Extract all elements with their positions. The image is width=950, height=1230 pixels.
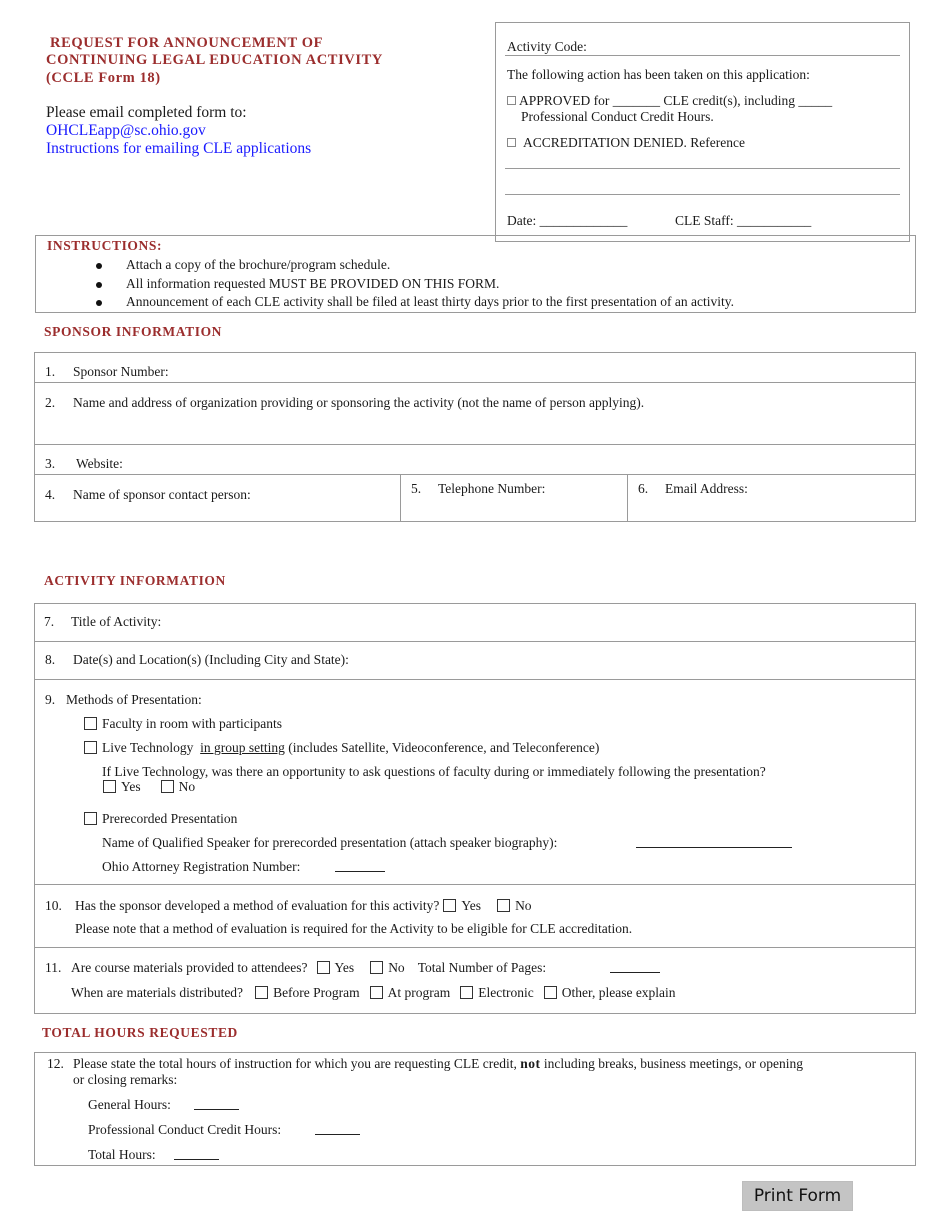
instructions-link[interactable]: Instructions for emailing CLE applications [46, 140, 312, 157]
evaluation-yes-checkbox[interactable] [443, 899, 456, 912]
live-technology-option[interactable]: Live Technology in group setting (includes Satellite, Videoconference, and Teleconference) [84, 740, 599, 756]
live-technology-checkbox[interactable] [84, 741, 97, 754]
row-divider [34, 947, 916, 948]
other-checkbox[interactable] [544, 986, 557, 999]
form-title-line2: CONTINUING LEGAL EDUCATION ACTIVITY [46, 52, 383, 68]
q8-number: 8. [45, 652, 56, 667]
live-question: If Live Technology, was there an opportunity to ask questions of faculty during or immediately following the presentation? [102, 764, 766, 779]
total-hours-label: Total Hours: [88, 1147, 156, 1162]
electronic-checkbox[interactable] [460, 986, 473, 999]
general-hours-label: General Hours: [88, 1097, 171, 1112]
professional-hours-input[interactable] [315, 1123, 360, 1135]
dates-locations-field[interactable]: Date(s) and Location(s) (Including City and State): [73, 652, 349, 667]
total-pages-input[interactable] [610, 961, 660, 973]
q10-number: 10. [45, 898, 62, 913]
approved-line2: Professional Conduct Credit Hours. [521, 109, 714, 124]
email-link[interactable]: OHCLEapp@sc.ohio.gov [46, 122, 206, 139]
registration-number-input[interactable] [335, 860, 385, 872]
live-no-checkbox[interactable] [161, 780, 174, 793]
before-program-checkbox[interactable] [255, 986, 268, 999]
live-question-answers: Yes No [103, 779, 195, 795]
action-text: The following action has been taken on this application: [507, 67, 810, 82]
q3-number: 3. [45, 456, 56, 471]
q4-number: 4. [45, 487, 56, 502]
email-address-field[interactable]: Email Address: [665, 481, 748, 496]
instructions-heading: INSTRUCTIONS: [47, 238, 163, 253]
q12-number: 12. [47, 1056, 64, 1071]
faculty-option[interactable]: Faculty in room with participants [84, 716, 282, 732]
q7-number: 7. [44, 614, 55, 629]
approved-option[interactable]: APPROVED for _______ CLE credit(s), including _____ [507, 93, 832, 109]
row-divider [34, 444, 916, 445]
q2-number: 2. [45, 395, 56, 410]
sponsor-name-address-field[interactable]: Name and address of organization providing or sponsoring the activity (not the name of person applying). [73, 395, 645, 410]
activity-code-line [505, 55, 900, 56]
denied-option[interactable]: ACCREDITATION DENIED. Reference [507, 135, 745, 151]
registration-label: Ohio Attorney Registration Number: [102, 859, 301, 874]
hours-question: Please state the total hours of instruction for which you are requesting CLE credit, not including breaks, business meetings, or opening [73, 1056, 803, 1071]
reference-line-2 [505, 194, 900, 195]
q1-number: 1. [45, 364, 56, 379]
evaluation-question: Has the sponsor developed a method of evaluation for this activity? Yes No [75, 898, 532, 913]
print-form-button[interactable]: Print Form [742, 1181, 853, 1211]
at-program-checkbox[interactable] [370, 986, 383, 999]
telephone-field[interactable]: Telephone Number: [438, 481, 546, 496]
col-divider [400, 474, 401, 522]
activity-code-label: Activity Code: [507, 39, 587, 54]
materials-no-checkbox[interactable] [370, 961, 383, 974]
live-yes-checkbox[interactable] [103, 780, 116, 793]
approved-checkbox[interactable] [507, 96, 516, 105]
email-prompt: Please email completed form to: [46, 104, 247, 121]
instruction-item: Attach a copy of the brochure/program schedule. [96, 257, 734, 276]
row-divider [34, 382, 916, 383]
instruction-item: All information requested MUST BE PROVIDED ON THIS FORM. [96, 276, 734, 295]
speaker-name-input[interactable] [636, 836, 792, 848]
hours-heading: TOTAL HOURS REQUESTED [42, 1025, 238, 1040]
contact-person-field[interactable]: Name of sponsor contact person: [73, 487, 251, 502]
materials-yes-checkbox[interactable] [317, 961, 330, 974]
speaker-label: Name of Qualified Speaker for prerecorded presentation (attach speaker biography): [102, 835, 558, 850]
row-divider [34, 679, 916, 680]
row-divider [34, 884, 916, 885]
total-hours-input[interactable] [174, 1148, 219, 1160]
q11-number: 11. [45, 960, 62, 975]
form-title-line1: REQUEST FOR ANNOUNCEMENT OF [50, 35, 324, 51]
row-divider [34, 641, 916, 642]
methods-label: Methods of Presentation: [66, 692, 202, 707]
form-title-line3: (CCLE Form 18) [46, 70, 161, 86]
q6-number: 6. [638, 481, 649, 496]
prerecorded-option[interactable]: Prerecorded Presentation [84, 811, 237, 827]
faculty-checkbox[interactable] [84, 717, 97, 730]
activity-heading: ACTIVITY INFORMATION [44, 573, 226, 588]
cle-staff-label: CLE Staff: ___________ [675, 213, 812, 228]
professional-hours-label: Professional Conduct Credit Hours: [88, 1122, 282, 1137]
sponsor-heading: SPONSOR INFORMATION [44, 324, 223, 339]
q5-number: 5. [411, 481, 422, 496]
sponsor-number-field[interactable]: Sponsor Number: [73, 364, 169, 379]
row-divider [34, 474, 916, 475]
q9-number: 9. [45, 692, 56, 707]
website-field[interactable]: Website: [76, 456, 123, 471]
reference-line-1 [505, 168, 900, 169]
activity-title-field[interactable]: Title of Activity: [71, 614, 162, 629]
hours-question-cont: or closing remarks: [73, 1072, 178, 1087]
materials-question: Are course materials provided to attendees? Yes No Total Number of Pages: [71, 960, 547, 975]
distribution-row: When are materials distributed? Before Program At program Electronic Other, please explain [71, 985, 676, 1000]
date-label: Date: _____________ [507, 213, 628, 228]
general-hours-input[interactable] [194, 1098, 239, 1110]
evaluation-note: Please note that a method of evaluation is required for the Activity to be eligible for CLE accreditation. [75, 921, 633, 936]
col-divider [627, 474, 628, 522]
instructions-list [96, 257, 734, 313]
prerecorded-checkbox[interactable] [84, 812, 97, 825]
denied-checkbox[interactable] [507, 138, 516, 147]
evaluation-no-checkbox[interactable] [497, 899, 510, 912]
instruction-item: Announcement of each CLE activity shall be filed at least thirty days prior to the first presentation of an activity. [96, 294, 734, 313]
